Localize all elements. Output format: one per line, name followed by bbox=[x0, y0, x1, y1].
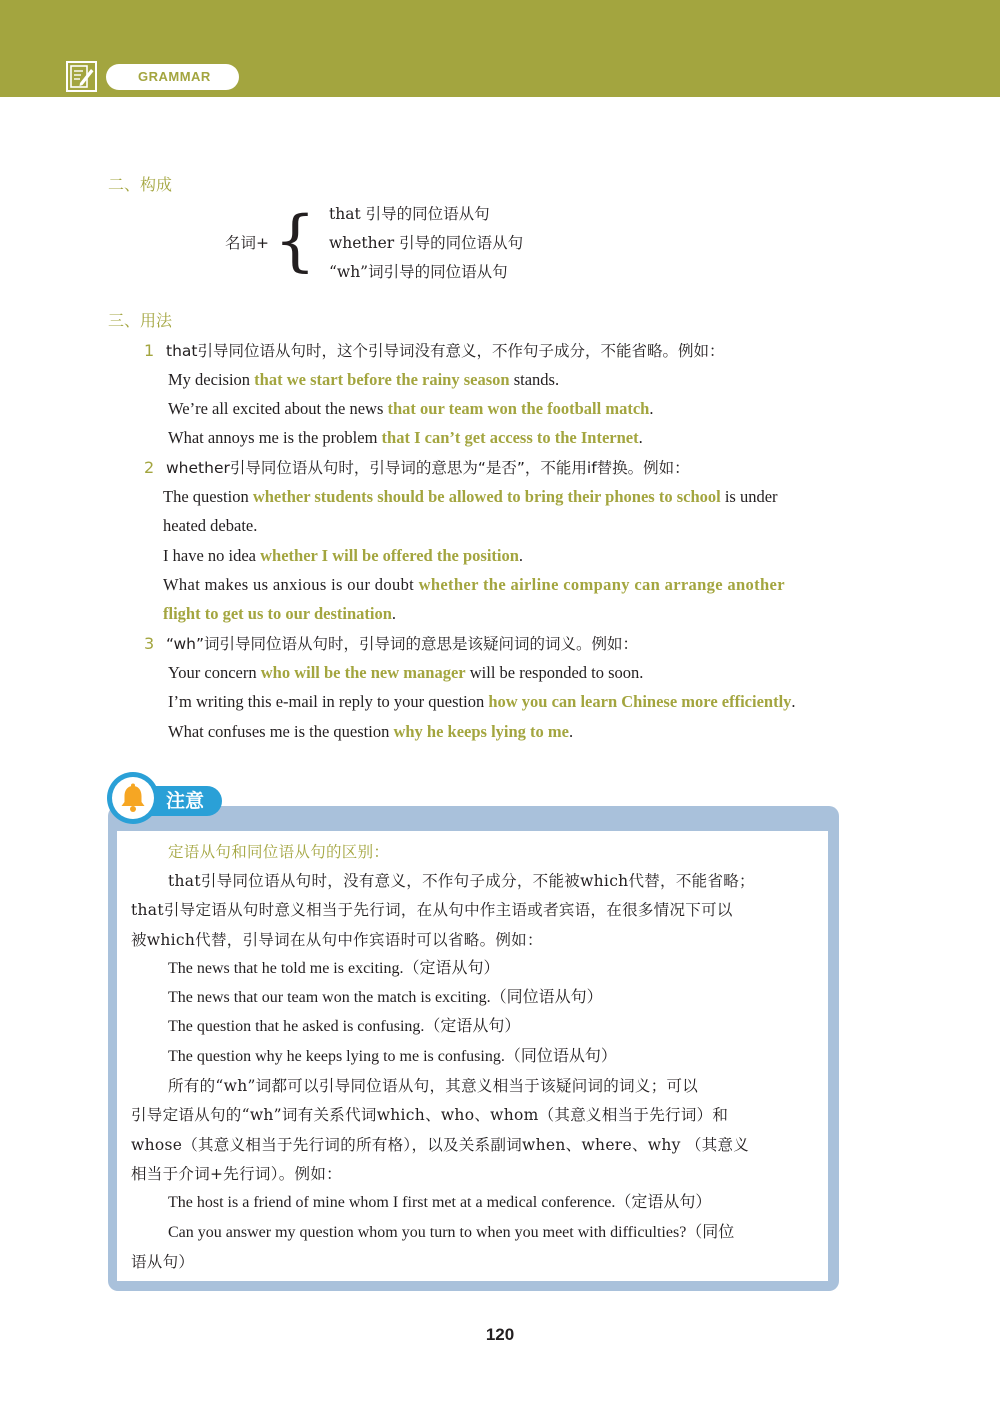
highlighted-clause: how you can learn Chinese more efficiently bbox=[488, 692, 792, 711]
rule-number: 2 bbox=[144, 458, 155, 477]
note-line: 相当于介词+先行词）。例如： bbox=[131, 1165, 342, 1183]
example-sentence: What confuses me is the question why he keeps lying to me. bbox=[168, 722, 574, 741]
page-number: 120 bbox=[485, 1325, 515, 1344]
example-sentence: My decision that we start before the rainy season stands. bbox=[168, 370, 560, 389]
highlighted-clause: why he keeps lying to me bbox=[393, 722, 569, 741]
rule-text: that引导同位语从句时，这个引导词没有意义，不作句子成分，不能省略。例如： bbox=[166, 342, 725, 360]
note-example: The host is a friend of mine whom I first met at a medical conference.（定语从句） bbox=[168, 1194, 712, 1211]
example-continuation: heated debate. bbox=[163, 516, 258, 535]
note-example: The news that our team won the match is exciting.（同位语从句） bbox=[168, 989, 603, 1006]
note-line: that引导定语从句时意义相当于先行词，在从句中作主语或者宾语，在很多情况下可以 bbox=[131, 901, 733, 919]
highlighted-clause: that I can’t get access to the Internet bbox=[381, 428, 639, 447]
section2-title: 二、构成 bbox=[108, 175, 173, 194]
structure-prefix: 名词+ bbox=[225, 234, 269, 252]
brace-symbol: { bbox=[274, 202, 316, 279]
highlighted-clause: whether students should be allowed to bring their phones to school bbox=[252, 487, 721, 506]
structure-item: that 引导的同位语从句 bbox=[329, 205, 490, 223]
example-sentence: We’re all excited about the news that our team won the football match. bbox=[168, 399, 654, 418]
notepad-pencil-icon bbox=[66, 61, 97, 92]
example-continuation: flight to get us to our destination. bbox=[163, 604, 396, 623]
note-example: The news that he told me is exciting.（定语从句） bbox=[168, 960, 500, 977]
note-line: 所有的“wh”词都可以引导同位语从句，其意义相当于该疑问词的词义；可以 bbox=[168, 1077, 699, 1095]
structure-item: “wh”词引导的同位语从句 bbox=[329, 263, 508, 281]
highlighted-clause: who will be the new manager bbox=[260, 663, 466, 682]
example-sentence: I have no idea whether I will be offered the position. bbox=[163, 546, 524, 565]
note-line: whose（其意义相当于先行词的所有格），以及关系副词when、where、why （其意义 bbox=[131, 1136, 750, 1154]
example-sentence: What annoys me is the problem that I can’t get access to the Internet. bbox=[168, 428, 643, 447]
note-line: 被which代替，引导词在从句中作宾语时可以省略。例如： bbox=[131, 931, 543, 949]
note-example: The question that he asked is confusing.（定语从句） bbox=[168, 1018, 521, 1035]
highlighted-clause: whether the airline company can arrange another bbox=[418, 575, 785, 594]
section3-title: 三、用法 bbox=[108, 311, 173, 330]
example-sentence: I’m writing this e-mail in reply to your question how you can learn Chinese more efficiently. bbox=[168, 692, 796, 711]
highlighted-clause: whether I will be offered the position bbox=[260, 546, 519, 565]
note-example: The question why he keeps lying to me is confusing.（同位语从句） bbox=[168, 1048, 617, 1065]
structure-item: whether 引导的同位语从句 bbox=[329, 234, 524, 252]
rule-text: “wh”词引导同位语从句时，引导词的意思是该疑问词的词义。例如： bbox=[166, 635, 639, 653]
rule-number: 1 bbox=[144, 341, 155, 360]
note-heading: 定语从句和同位语从句的区别： bbox=[168, 843, 390, 861]
highlighted-clause: that we start before the rainy season bbox=[254, 370, 510, 389]
note-line: 语从句） bbox=[131, 1253, 195, 1271]
note-badge: 注意 bbox=[136, 786, 222, 816]
rule-text: whether引导同位语从句时，引导词的意思为“是否”，不能用if替换。例如： bbox=[166, 459, 690, 477]
rule-number: 3 bbox=[144, 634, 155, 653]
note-example: Can you answer my question whom you turn to when you meet with difficulties?（同位 bbox=[168, 1224, 735, 1241]
example-sentence: What makes us anxious is our doubt whether the airline company can arrange another bbox=[163, 575, 785, 594]
example-sentence: The question whether students should be allowed to bring their phones to school is under bbox=[163, 487, 778, 506]
note-line: 引导定语从句的“wh”词有关系代词which、who、whom（其意义相当于先行词）和 bbox=[131, 1106, 729, 1124]
example-sentence: Your concern who will be the new manager will be responded to soon. bbox=[168, 663, 644, 682]
section-label: GRAMMAR bbox=[106, 64, 239, 90]
highlighted-clause: that our team won the football match bbox=[387, 399, 650, 418]
note-line: that引导同位语从句时，没有意义，不作句子成分，不能被which代替，不能省略； bbox=[168, 872, 755, 890]
bell-icon bbox=[116, 781, 150, 815]
